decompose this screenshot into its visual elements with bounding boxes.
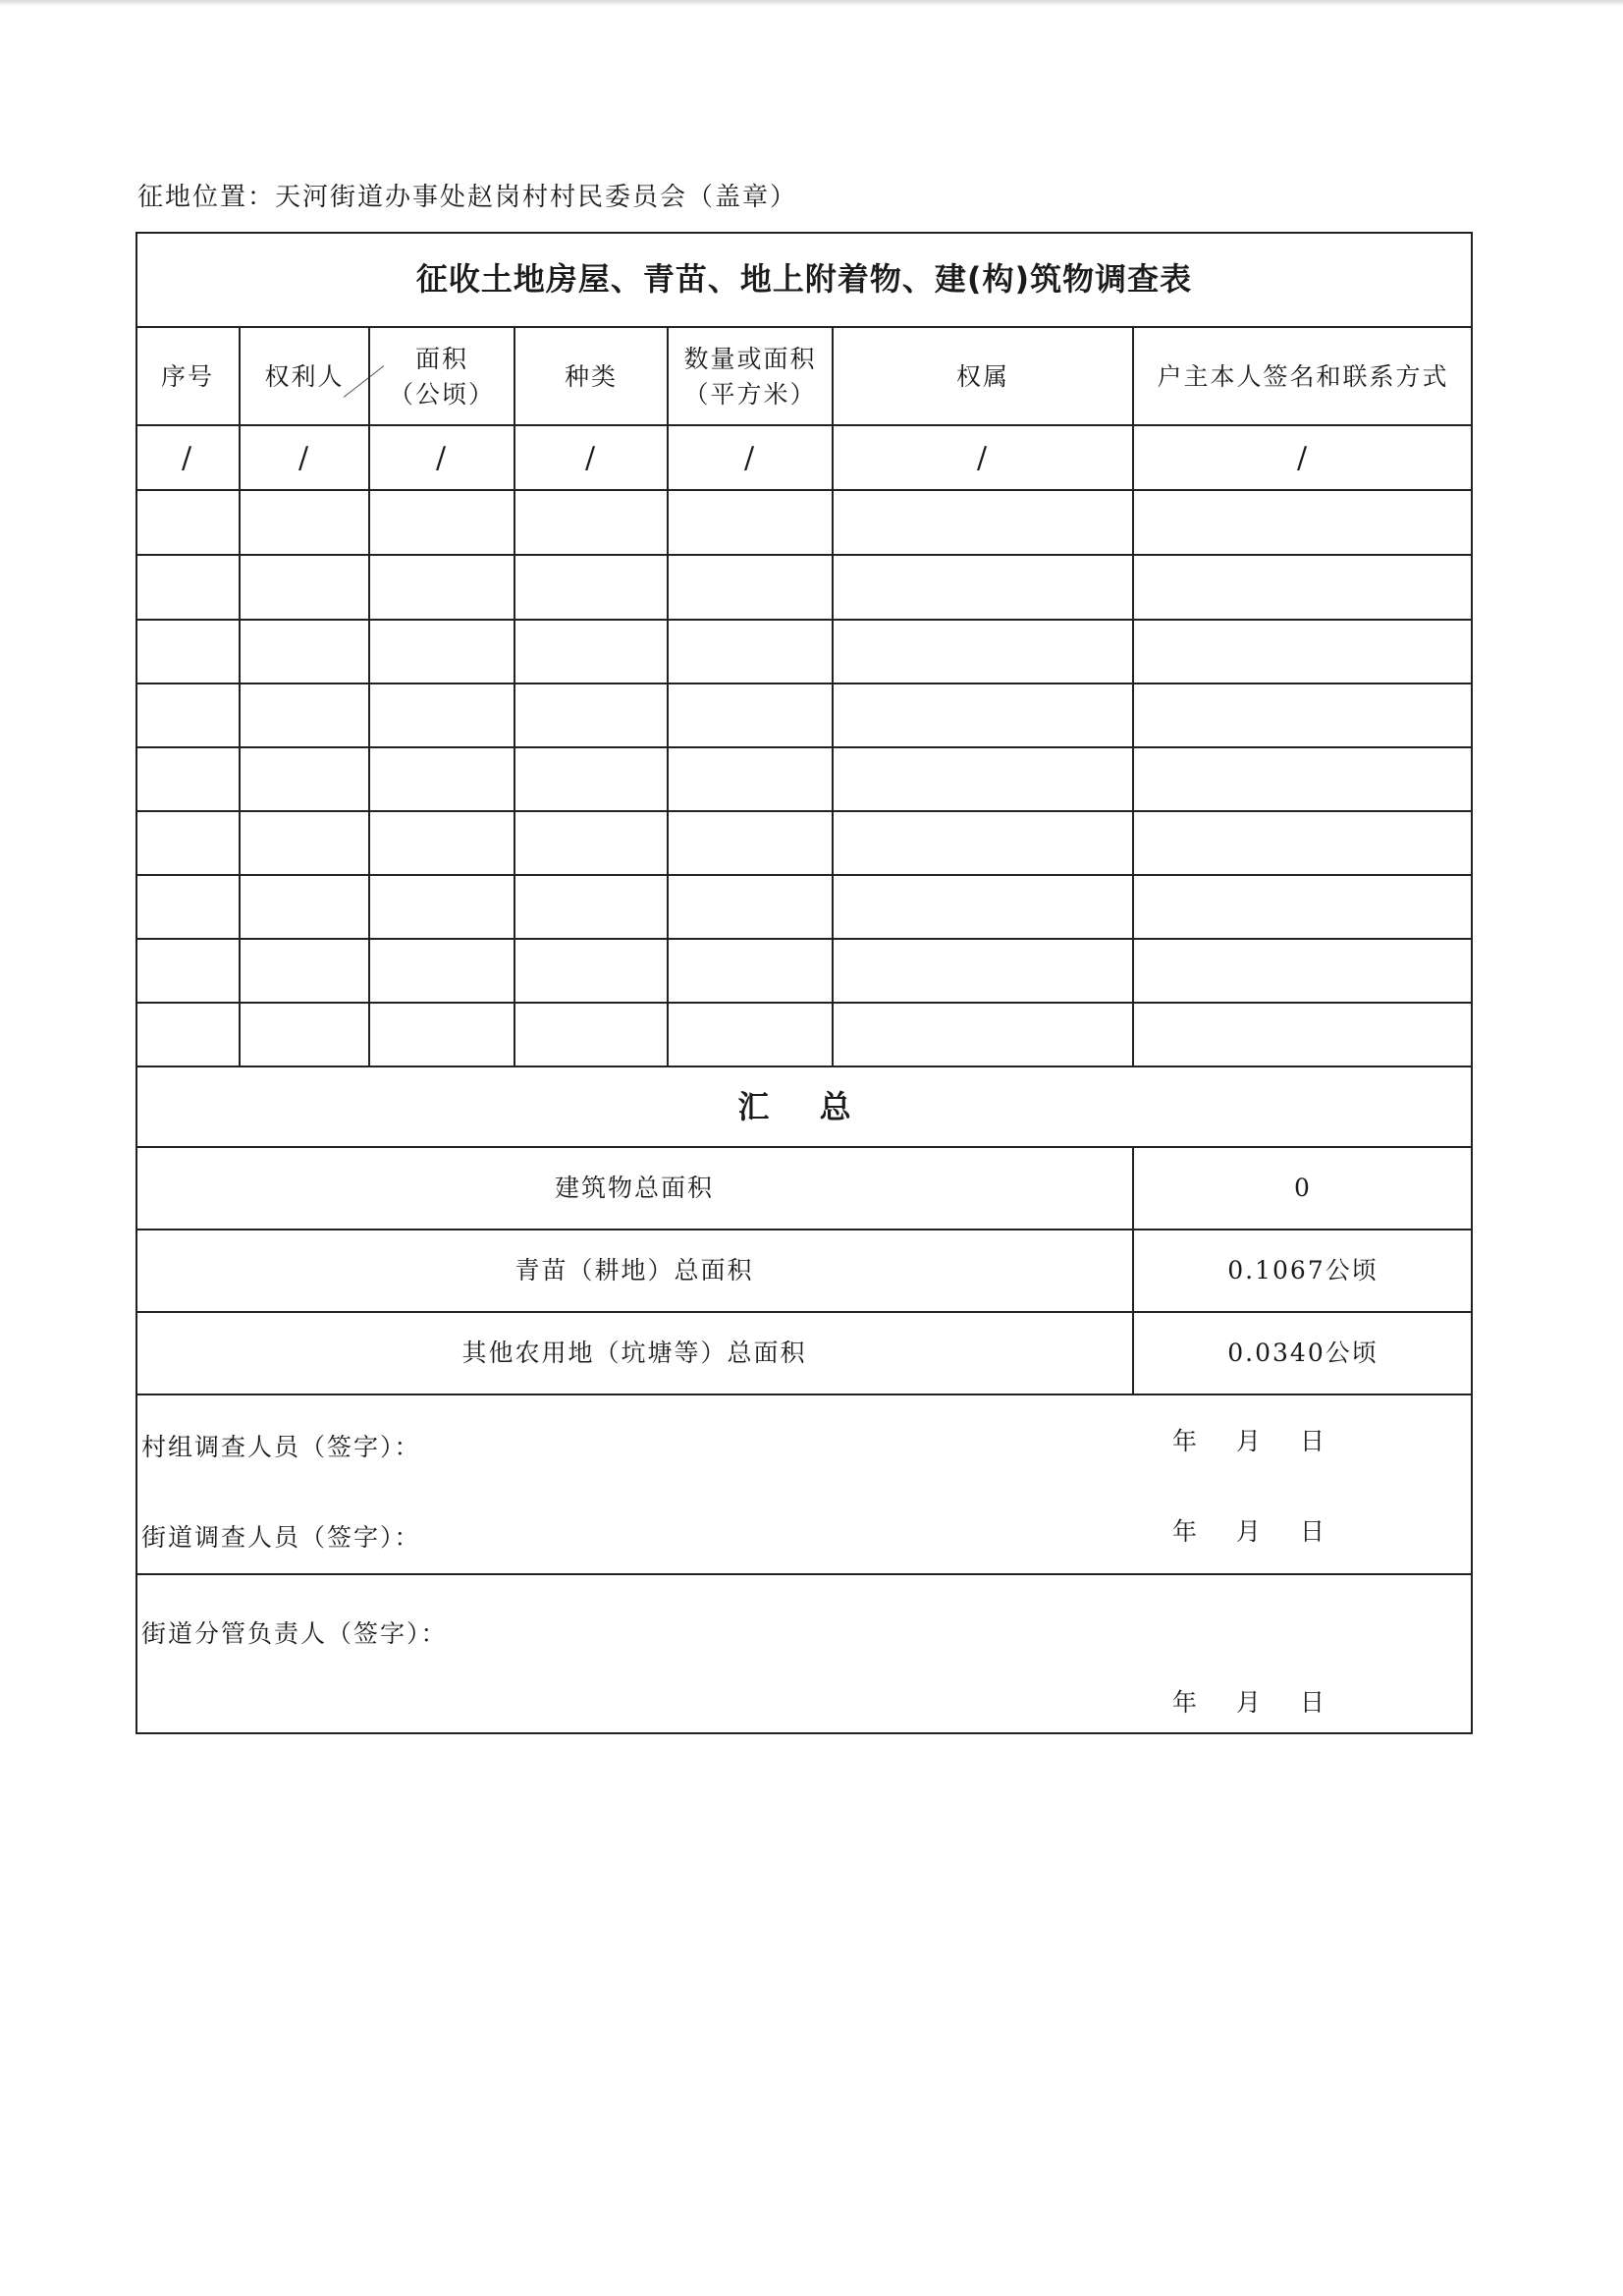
header-area-line2: （公顷） [388,380,495,409]
grid-line [1132,1146,1134,1395]
date-day: 日 [1299,1688,1325,1717]
summary-label-building: 建筑物总面积 [554,1174,714,1202]
header-area-line1: 面积 [414,345,468,373]
table-cell: / [1296,441,1310,475]
table-cell: / [584,441,598,475]
table-cell: / [435,441,449,475]
survey-form [135,232,1473,1734]
date-month: 月 [1235,1688,1261,1717]
summary-value-crops: 0.1067公顷 [1227,1256,1379,1285]
grid-line [667,326,669,1067]
date-day: 日 [1299,1517,1325,1546]
summary-title: 汇 总 [737,1088,871,1125]
grid-line [135,874,1473,876]
header-area [369,328,514,426]
header-ownership: 权属 [955,362,1009,391]
border-bottom [135,1732,1473,1734]
street-surveyor-date [1172,1512,1325,1548]
summary-label-other-land: 其他农用地（坑塘等）总面积 [461,1339,807,1367]
header-quantity [668,328,833,426]
grid-line [832,326,834,1067]
table-cell: / [298,441,311,475]
street-surveyor-label: 街道调查人员（签字）： [141,1523,421,1552]
grid-line [135,424,1473,426]
date-year: 年 [1172,1688,1198,1717]
grid-line [135,938,1473,940]
table-cell: / [181,441,194,475]
summary-label-crops: 青苗（耕地）总面积 [514,1256,754,1285]
header-seq: 序号 [160,362,214,391]
village-surveyor-date [1172,1422,1325,1457]
grid-line [135,1394,1473,1395]
summary-value-building: 0 [1294,1174,1312,1202]
grid-line [514,326,515,1067]
date-year: 年 [1172,1427,1198,1455]
date-day: 日 [1299,1427,1325,1455]
grid-line [135,554,1473,556]
village-surveyor-label: 村组调查人员（签字）： [141,1433,421,1461]
grid-line [1132,326,1134,1067]
form-title: 征收土地房屋、青苗、地上附着物、建(构)筑物调查表 [415,260,1193,298]
date-month: 月 [1235,1427,1261,1455]
street-manager-label: 街道分管负责人（签字）： [141,1619,448,1648]
header-signature-contact: 户主本人签名和联系方式 [1157,362,1449,391]
summary-value-other-land: 0.0340公顷 [1227,1339,1379,1367]
grid-line [368,326,370,1067]
date-month: 月 [1235,1517,1261,1546]
grid-line [135,1573,1473,1575]
table-cell: / [743,441,757,475]
table-cell: / [976,441,990,475]
location-label: 征地位置：天河街道办事处赵岗村村民委员会（盖章） [137,183,798,212]
grid-line [135,489,1473,491]
grid-line [135,810,1473,812]
header-owner: 权利人 [264,362,345,391]
header-quantity-line2: （平方米） [683,380,817,409]
grid-line [135,683,1473,684]
header-type: 种类 [564,362,618,391]
grid-line [135,746,1473,748]
street-manager-date [1172,1683,1325,1719]
grid-line [135,619,1473,621]
scan-edge [0,0,1623,6]
grid-line [239,326,241,1067]
date-year: 年 [1172,1517,1198,1546]
grid-line [135,1002,1473,1004]
header-quantity-line1: 数量或面积 [683,345,817,373]
